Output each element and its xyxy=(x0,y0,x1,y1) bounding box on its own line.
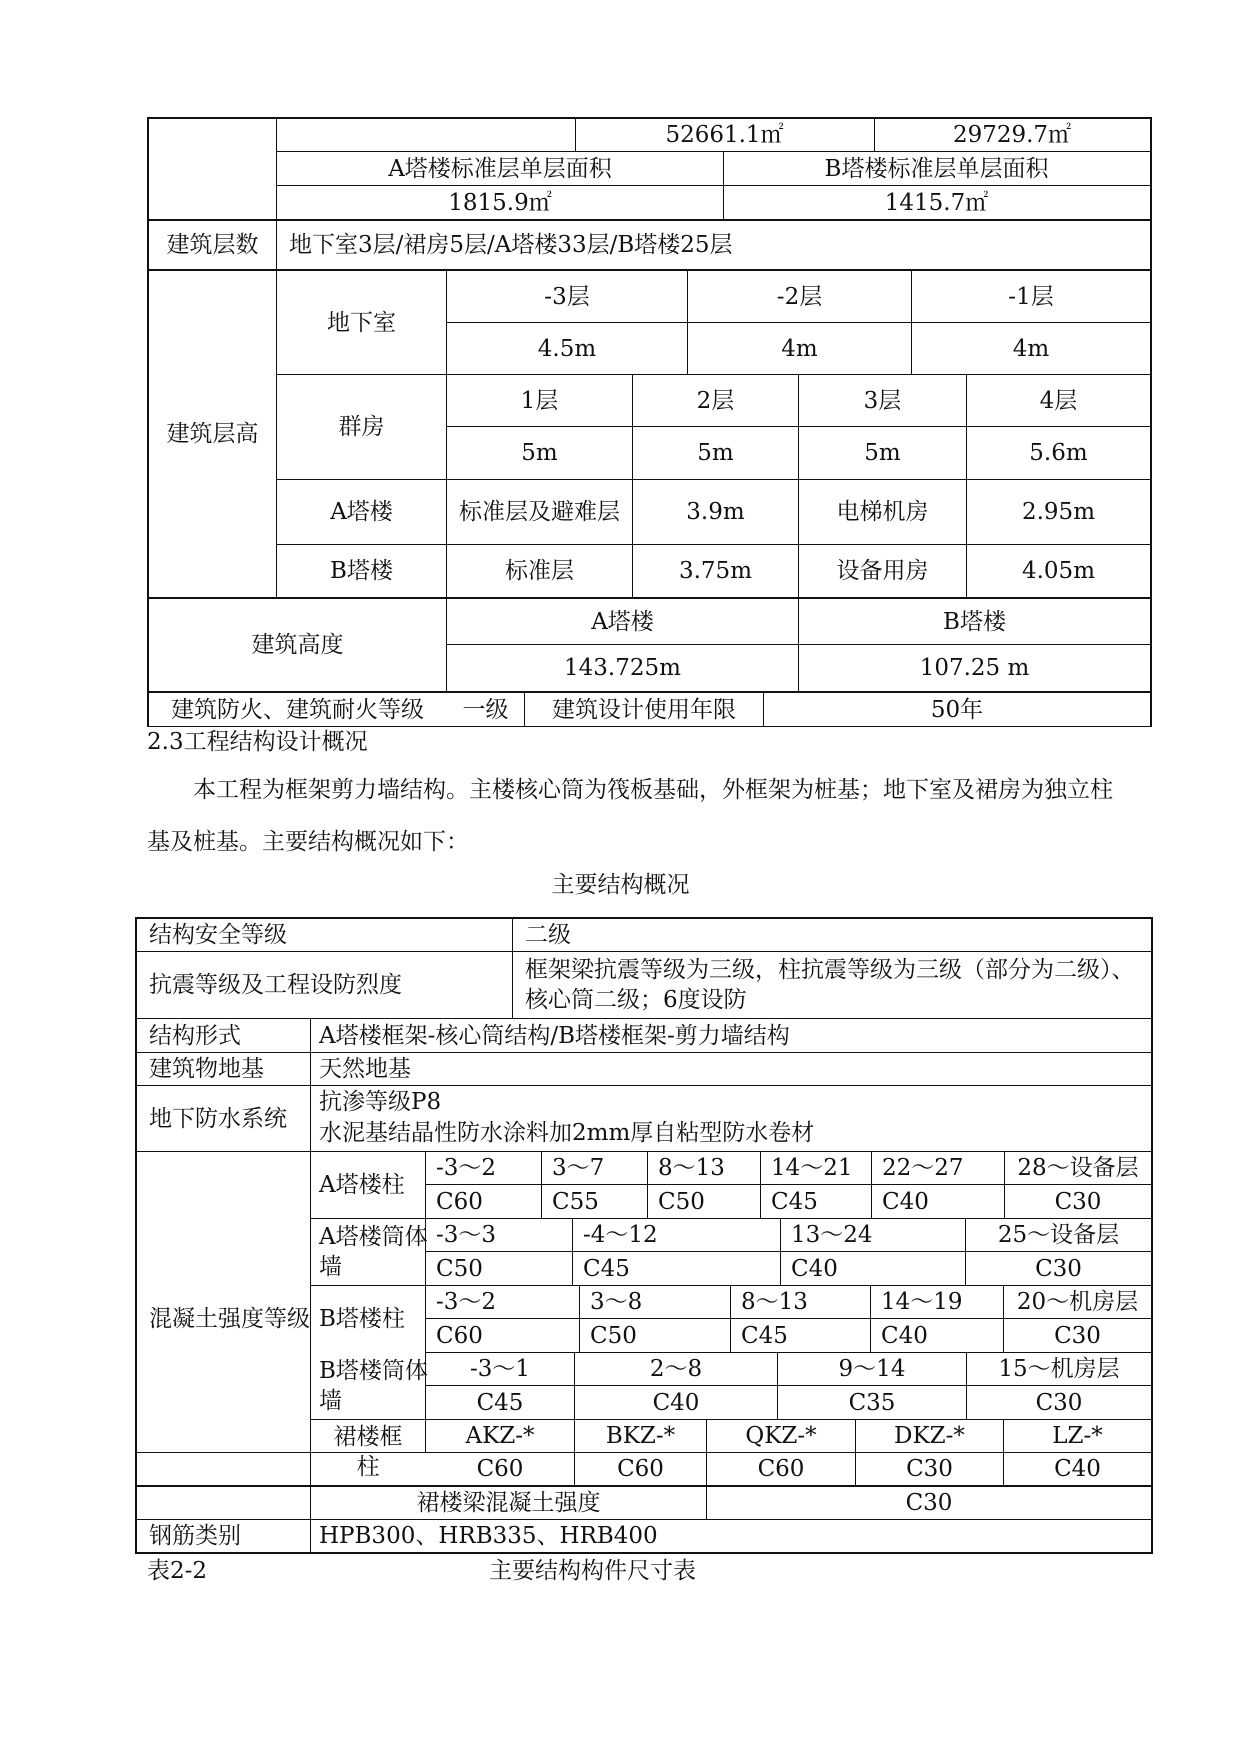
podium-floor: 1层 xyxy=(520,387,559,414)
podium-floor: 4层 xyxy=(1039,387,1078,414)
b-std-floor-label: B塔楼标准层单层面积 xyxy=(824,155,1049,182)
podium-col-type: LZ-* xyxy=(1052,1423,1103,1449)
a-std-floor-label: A塔楼标准层单层面积 xyxy=(388,155,612,182)
b-col-grade: C30 xyxy=(1054,1322,1101,1349)
area-a-total: 52661.1㎡ xyxy=(665,122,784,148)
b-col-floor: 8～13 xyxy=(741,1289,808,1315)
table-title: 主要结构概况 xyxy=(551,872,690,898)
waterproof-label: 地下防水系统 xyxy=(149,1105,287,1132)
a-col-grade: C55 xyxy=(552,1188,599,1215)
form-label: 结构形式 xyxy=(149,1022,241,1049)
podium-floor: 3层 xyxy=(863,387,902,414)
b-wall-grade: C30 xyxy=(1035,1389,1083,1416)
podium-col-grade: C40 xyxy=(1054,1456,1101,1482)
b-wall-grade: C40 xyxy=(652,1389,700,1416)
bh-b-value: 107.25 m xyxy=(919,655,1030,681)
b-wall-floor: 15～机房层 xyxy=(998,1356,1120,1382)
b-wall-floor: 2～8 xyxy=(649,1356,703,1382)
podium-col-type: QKZ-* xyxy=(745,1423,817,1449)
podium-height: 5m xyxy=(521,440,558,466)
section-paragraph: 本工程为框架剪力墙结构。主楼核心筒为筏板基础，外框架为桩基；地下室及裙房为独立柱基及桩基。主要结构概况如下： xyxy=(147,777,1113,855)
a-col-grade: C30 xyxy=(1054,1188,1102,1215)
podium-col-type: AKZ-* xyxy=(465,1423,535,1449)
a-col-floor: 28～设备层 xyxy=(1017,1155,1139,1181)
podium-height: 5m xyxy=(697,440,734,466)
waterproof-line-2: 水泥基结晶性防水涂料加2mm厚自粘型防水卷材 xyxy=(319,1120,815,1146)
life-label: 建筑设计使用年限 xyxy=(552,696,736,723)
seismic-label: 抗震等级及工程设防烈度 xyxy=(149,972,402,998)
podium-label: 群房 xyxy=(338,414,385,440)
podium-height: 5m xyxy=(864,440,901,466)
a-wall-floor: 13～24 xyxy=(791,1222,873,1248)
basement-height: 4m xyxy=(781,335,818,362)
a-std-height: 3.9m xyxy=(686,499,745,525)
a-tower-label: A塔楼 xyxy=(330,499,393,525)
basement-floor: -1层 xyxy=(1008,283,1054,310)
b-col-label: B塔楼柱 xyxy=(319,1306,405,1332)
a-machine-height: 2.95m xyxy=(1021,499,1096,525)
bh-a-label: A塔楼 xyxy=(591,608,654,635)
b-tower-label: B塔楼 xyxy=(330,558,393,584)
a-col-grade: C60 xyxy=(436,1188,483,1215)
basement-label: 地下室 xyxy=(327,309,396,336)
a-col-floor: 3～7 xyxy=(552,1155,605,1181)
podium-col-type: BKZ-* xyxy=(605,1423,676,1449)
podium-col-type: DKZ-* xyxy=(894,1423,965,1449)
table-number: 表2-2 xyxy=(147,1558,208,1584)
b-col-grade: C40 xyxy=(881,1322,928,1349)
a-wall-grade: C45 xyxy=(583,1255,630,1282)
life-value: 50年 xyxy=(930,696,984,723)
seismic-value: 框架梁抗震等级为三级，柱抗震等级为三级（部分为二级）、核心筒二级；6度设防 xyxy=(525,957,1135,1013)
b-equip-height: 4.05m xyxy=(1021,558,1096,584)
floors-label: 建筑层数 xyxy=(166,232,259,258)
podium-col-grade: C30 xyxy=(906,1456,953,1482)
podium-col-grade: C60 xyxy=(617,1456,664,1482)
floors-value: 地下室3层/裙房5层/A塔楼33层/B塔楼25层 xyxy=(289,232,733,258)
b-col-floor: -3～2 xyxy=(436,1289,497,1315)
b-wall-label: B塔楼筒体墙 xyxy=(319,1358,428,1414)
a-col-label: A塔楼柱 xyxy=(319,1172,405,1198)
b-col-grade: C50 xyxy=(590,1322,637,1349)
fire-label: 建筑防火、建筑耐火等级 xyxy=(171,696,424,723)
basement-height: 4.5m xyxy=(537,335,597,362)
foundation-value: 天然地基 xyxy=(319,1056,411,1082)
foundation-label: 建筑物地基 xyxy=(149,1056,264,1082)
building-height-label: 建筑高度 xyxy=(251,632,344,658)
a-wall-label: A塔楼筒体墙 xyxy=(319,1224,428,1280)
fire-value: 一级 xyxy=(462,696,509,723)
b-col-grade: C45 xyxy=(741,1322,788,1349)
b-wall-grade: C45 xyxy=(476,1389,524,1416)
b-col-floor: 3～8 xyxy=(590,1289,643,1315)
podium-col-label: 裙楼框柱 xyxy=(333,1424,403,1480)
a-col-floor: -3～2 xyxy=(436,1155,497,1181)
a-wall-grade: C50 xyxy=(436,1255,483,1282)
a-wall-grade: C30 xyxy=(1035,1255,1082,1282)
b-std-floor-area: 1415.7㎡ xyxy=(884,189,989,216)
b-std-height: 3.75m xyxy=(678,558,753,584)
form-value: A塔楼框架-核心筒结构/B塔楼框架-剪力墙结构 xyxy=(319,1022,790,1049)
bh-a-value: 143.725m xyxy=(564,655,681,681)
b-std: 标准层 xyxy=(505,558,574,584)
height-label: 建筑层高 xyxy=(166,421,259,447)
waterproof-line-1: 抗渗等级P8 xyxy=(319,1089,442,1115)
podium-col-grade: C60 xyxy=(757,1456,805,1482)
a-wall-grade: C40 xyxy=(791,1255,838,1282)
b-col-floor: 14～19 xyxy=(881,1289,963,1315)
rebar-value: HPB300、HRB335、HRB400 xyxy=(319,1523,658,1549)
podium-col-grade: C60 xyxy=(476,1456,524,1482)
next-table-title: 主要结构构件尺寸表 xyxy=(489,1558,696,1584)
b-col-floor: 20～机房层 xyxy=(1016,1289,1139,1315)
rebar-label: 钢筋类别 xyxy=(149,1523,241,1549)
b-col-grade: C60 xyxy=(436,1322,483,1349)
a-wall-floor: 25～设备层 xyxy=(997,1222,1120,1248)
podium-height: 5.6m xyxy=(1029,440,1088,466)
safety-value: 二级 xyxy=(525,922,571,948)
bh-b-label: B塔楼 xyxy=(943,608,1006,635)
concrete-label: 混凝土强度等级 xyxy=(149,1305,310,1332)
b-equip-room: 设备用房 xyxy=(836,558,929,584)
b-wall-grade: C35 xyxy=(848,1389,896,1416)
b-wall-floor: 9～14 xyxy=(838,1356,906,1382)
a-col-floor: 22～27 xyxy=(882,1155,964,1181)
a-wall-floor: -4～12 xyxy=(583,1222,658,1248)
a-std-floor-area: 1815.9㎡ xyxy=(448,189,552,216)
a-std-refuge: 标准层及避难层 xyxy=(459,499,620,525)
podium-beam-label: 裙楼梁混凝土强度 xyxy=(416,1489,601,1516)
a-col-grade: C45 xyxy=(771,1188,818,1215)
section-heading: 2.3工程结构设计概况 xyxy=(147,729,368,755)
a-col-floor: 14～21 xyxy=(771,1155,853,1181)
basement-height: 4m xyxy=(1012,335,1050,362)
a-col-floor: 8～13 xyxy=(658,1155,725,1181)
a-col-grade: C40 xyxy=(882,1188,929,1215)
basement-floor: -3层 xyxy=(544,283,590,310)
podium-beam-value: C30 xyxy=(905,1489,953,1516)
area-b-total: 29729.7㎡ xyxy=(952,122,1072,148)
safety-label: 结构安全等级 xyxy=(149,922,287,948)
a-machine-room: 电梯机房 xyxy=(836,499,929,525)
basement-floor: -2层 xyxy=(776,283,823,310)
a-col-grade: C50 xyxy=(658,1188,705,1215)
b-wall-floor: -3～1 xyxy=(469,1356,531,1382)
a-wall-floor: -3～3 xyxy=(436,1222,497,1248)
podium-floor: 2层 xyxy=(696,387,735,414)
